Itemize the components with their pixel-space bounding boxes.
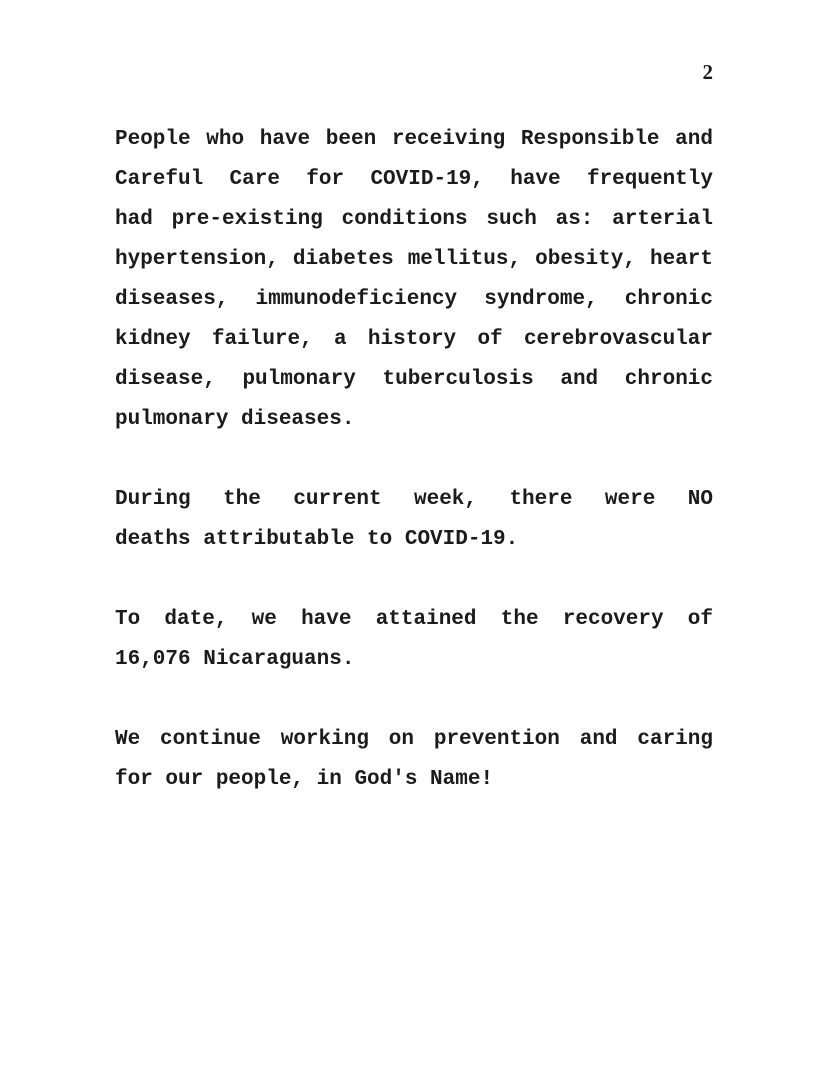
- paragraph-preexisting-conditions: [115, 120, 713, 440]
- page-header: [115, 62, 713, 83]
- text-line: had pre-existing conditions such as: arterial: [115, 208, 713, 231]
- text-line: hypertension, diabetes mellitus, obesity, heart: [115, 248, 713, 271]
- text-line: pulmonary diseases.: [115, 408, 355, 431]
- text-line: During the current week, there were NO: [115, 488, 713, 511]
- text-line: diseases, immunodeficiency syndrome, chronic: [115, 288, 713, 311]
- text-line: To date, we have attained the recovery of: [115, 608, 713, 631]
- text-line: We continue working on prevention and caring: [115, 728, 713, 751]
- text-line: 16,076 Nicaraguans.: [115, 648, 355, 671]
- paragraph-recoveries: [115, 600, 713, 680]
- text-line: People who have been receiving Responsible and: [115, 128, 713, 151]
- text-line: disease, pulmonary tuberculosis and chronic: [115, 368, 713, 391]
- paragraph-no-deaths: [115, 480, 713, 560]
- document-body: [115, 120, 713, 840]
- text-line: kidney failure, a history of cerebrovascular: [115, 328, 713, 351]
- page-number: 2: [702, 60, 713, 84]
- paragraph-closing: [115, 720, 713, 800]
- text-line: Careful Care for COVID-19, have frequently: [115, 168, 713, 191]
- text-line: deaths attributable to COVID-19.: [115, 528, 519, 551]
- text-line: for our people, in God's Name!: [115, 768, 494, 791]
